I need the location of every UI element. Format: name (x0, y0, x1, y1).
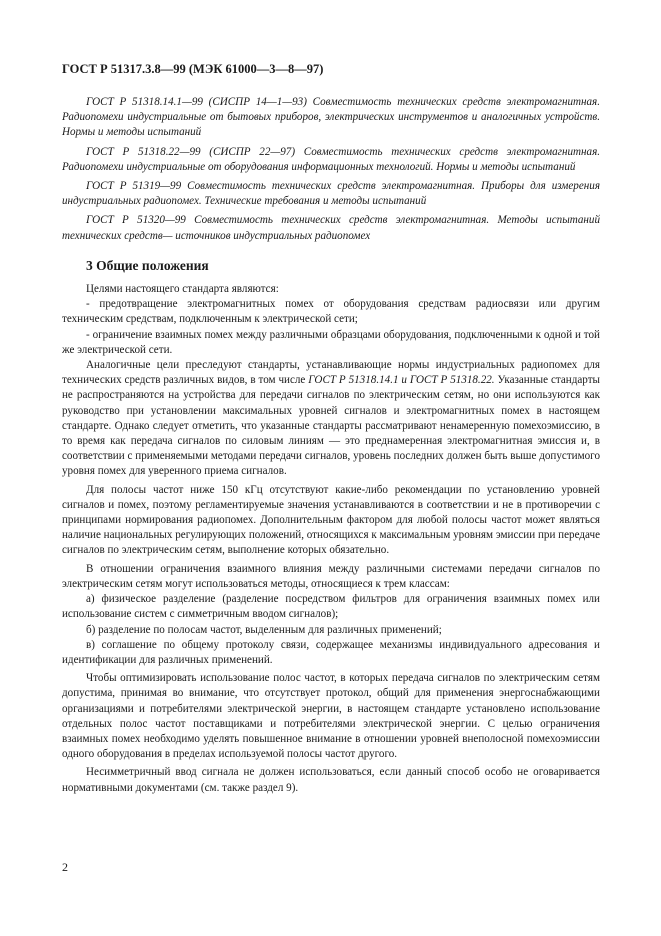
references-list (62, 95, 600, 244)
paragraph-methods: В отношении ограничения взаимного влияния между различными системами передачи сигналов по электрическим сетям могут использоваться методы, относящиеся к трем классам: (62, 562, 600, 590)
reference-item: ГОСТ Р 51318.14.1—99 (СИСПР 14—1—93) Совместимость технических средств электромагнитная. Радиопомехи индустриальные от бытовых приборов, электрических инструментов и аналогичных устройств. Нормы и методы испытаний (62, 96, 600, 139)
page-body (62, 95, 600, 796)
standard-reference: ГОСТ Р 51318.22. (409, 374, 495, 387)
section-body (62, 282, 600, 796)
list-item-method-b: б) разделение по полосам частот, выделенным для различных применений; (86, 623, 442, 636)
list-item-goal-2: - ограничение взаимных помех между различными образцами оборудования, подключенными к одной и той же электрической сети. (62, 328, 600, 356)
page-header: ГОСТ Р 51317.3.8—99 (МЭК 61000—3—8—97) (62, 62, 324, 76)
paragraph-analog-text-b: Указанные стандарты не распространяются на устройства для передачи сигналов по электрическим сетям, но они используются как руководство при установлении максимальных уровней сигналов и электромагнитных помех в настоящем стандарте. Однако следует отметить, что указанные стандарты рассматривают ненамеренную помехоэмиссию, в то время как передача сигналов по силовым линиям — это преднамеренная электромагнитная эмиссия и, в соответствии с применяемыми методами передачи сигналов, уровень последних должен быть выше допустимого уровня помех для уверенного приема сигналов. (62, 374, 601, 478)
list-item-goal-1: - предотвращение электромагнитных помех от оборудования средствам радиосвязи или другим техническим средствам, подключенным к электрической сети; (62, 298, 600, 326)
paragraph-goals-intro: Целями настоящего стандарта являются: (86, 283, 279, 296)
conjunction: и (398, 374, 410, 387)
reference-item: ГОСТ Р 51320—99 Совместимость технических средств электромагнитная. Методы испытаний технических средств— источников индустриальных радиопомех (62, 214, 600, 242)
paragraph-asymmetric: Несимметричный ввод сигнала не должен использоваться, если данный способ особо не оговаривается нормативными документами (см. также раздел 9). (62, 766, 600, 794)
paragraph-analog-text-a: Аналогичные цели преследуют стандарты, устанавливающие нормы индустриальных радиопомех для технических средств различных видов, в том числе (62, 359, 600, 387)
list-item-method-c: в) соглашение по общему протоколу связи, содержащее механизмы индивидуального адресования и идентификации для различных применений. (62, 638, 600, 666)
paragraph-150khz: Для полосы частот ниже 150 кГц отсутствуют какие-либо рекомендации по установлению уровней сигналов и помех, поэтому регламентируемые значения устанавливаются в соответствии и не в противоречии с принципами нормирования радиопомех. Дополнительным фактором для любой полосы частот может являться наличие национальных регулирующих положений, относящихся к максимальным уровням эмиссии при передаче сигналов по электрическим сетям, выполнение которых обязательно. (62, 483, 600, 557)
paragraph-analog (62, 358, 600, 480)
list-item-method-a: а) физическое разделение (разделение посредством фильтров для ограничения взаимных помех или использование систем с симметричным вводом сигналов); (62, 593, 600, 621)
paragraph-optimize: Чтобы оптимизировать использование полос частот, в которых передача сигналов по электрическим сетям допустима, принимая во внимание, что отсутствует протокол, общий для применения энергоснабжающими организациями и потребителями электрической энергии, в настоящем стандарте установлено использование отдельных полос частот поставщиками и потребителями электрической энергии. С целью ограничения взаимных помех необходимо уделять повышенное внимание в отношении уровней внеполосной помехоэмиссии одного оборудования в пределах используемой полосы частот другого. (62, 672, 600, 761)
reference-item: ГОСТ Р 51319—99 Совместимость технических средств электромагнитная. Приборы для измерения индустриальных радиопомех. Технические требования и методы испытаний (62, 180, 600, 208)
page-number: 2 (62, 860, 68, 874)
section-heading: 3 Общие положения (86, 257, 209, 273)
standard-reference: ГОСТ Р 51318.14.1 (308, 374, 399, 387)
reference-item: ГОСТ Р 51318.22—99 (СИСПР 22—97) Совместимость технических средств электромагнитная. Радиопомехи индустриальные от оборудования информационных технологий. Нормы и методы испытаний (62, 145, 600, 173)
